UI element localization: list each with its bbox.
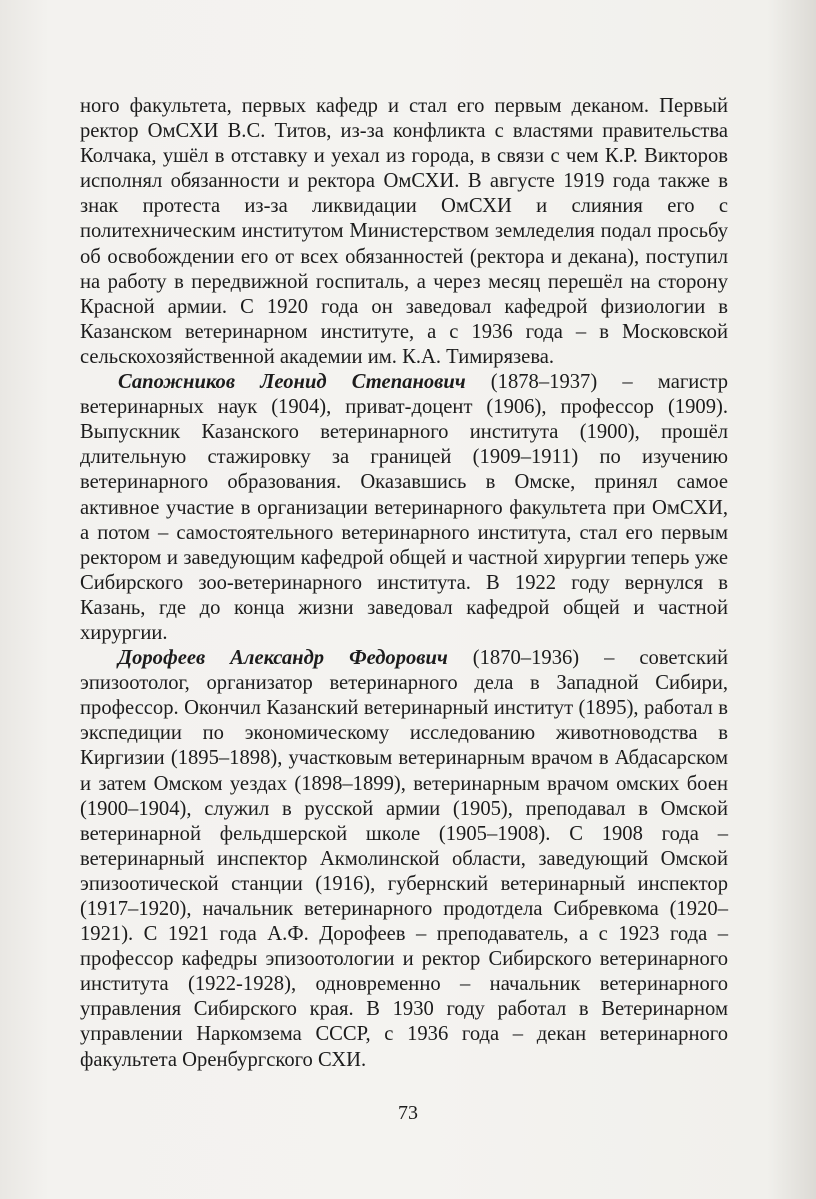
person-name-dorofeev: Дорофеев Александр Федорович bbox=[118, 647, 448, 670]
paragraph-text: (1870–1936) – советский эпизоотолог, организатор ветеринарного дела в Западной Сибири, профессор. Окончил Казанский ветеринарный институт (1895), работал в экспедиции по экономическому исследованию животноводства в Киргизии (1895–1898), участковым ветеринарным врачом в Абдасарском и затем Омском уездах (1898–1899), ветеринарным врачом омских боен (1900–1904), служил в русской армии (1905), преподавал в Омской ветеринарной фельдшерской школе (1905–1908). С 1908 года – ветеринарный инспектор Акмолинской области, заведующий Омской эпизоотической станции (1916), губернский ветеринарный инспектор (1917–1920), начальник ветеринарного продотдела Сибревкома (1920–1921). С 1921 года А.Ф. Дорофеев – преподаватель, а с 1923 года – профессор кафедры эпизоотологии и ректор Сибирского ветеринарного института (1922-1928), одновременно – начальник ветеринарного управления Сибирского края. В 1930 году работал в Ветеринарном управлении Наркомзема СССР, с 1936 года – декан ветеринарного факультета Оренбургского СХИ. bbox=[80, 647, 728, 1071]
paragraph-continuation bbox=[80, 94, 728, 370]
person-name-sapozhnikov: Сапожников Леонид Степанович bbox=[118, 371, 466, 394]
page-number: 73 bbox=[398, 1102, 418, 1124]
body-text bbox=[80, 94, 728, 1073]
paragraph-dorofeev bbox=[80, 646, 728, 1073]
paragraph-text: (1878–1937) – магистр ветеринарных наук (1904), приват-доцент (1906), профессор (1909). Выпускник Казанского ветеринарного института (1900), прошёл длительную стажировку за границей (1909–1911) по изучению ветеринарного образования. Оказавшись в Омске, принял самое активное участие в организации ветеринарного факультета при ОмСХИ, а потом – самостоятельного ветеринарного института, стал его первым ректором и заведующим кафедрой общей и частной хирургии теперь уже Сибирского зоо-ветеринарного института. В 1922 году вернулся в Казань, где до конца жизни заведовал кафедрой общей и частной хирургии. bbox=[80, 371, 728, 644]
paragraph-text: ного факультета, первых кафедр и стал его первым деканом. Первый ректор ОмСХИ В.С. Титов, из-за конфликта с властями правительства Колчака, ушёл в отставку и уехал из города, в связи с чем К.Р. Викторов исполнял обязанности и ректора ОмСХИ. В августе 1919 года также в знак протеста из-за ликвидации ОмСХИ и слияния его с политехническим институтом Министерством земледелия подал просьбу об освобождении его от всех обязанностей (ректора и декана), поступил на работу в передвижной госпиталь, а через месяц перешёл на сторону Красной армии. С 1920 года он заведовал кафедрой физиологии в Казанском ветеринарном институте, а с 1936 года – в Московской сельскохозяйственной академии им. К.А. Тимирязева. bbox=[80, 95, 728, 368]
paragraph-sapozhnikov bbox=[80, 370, 728, 646]
